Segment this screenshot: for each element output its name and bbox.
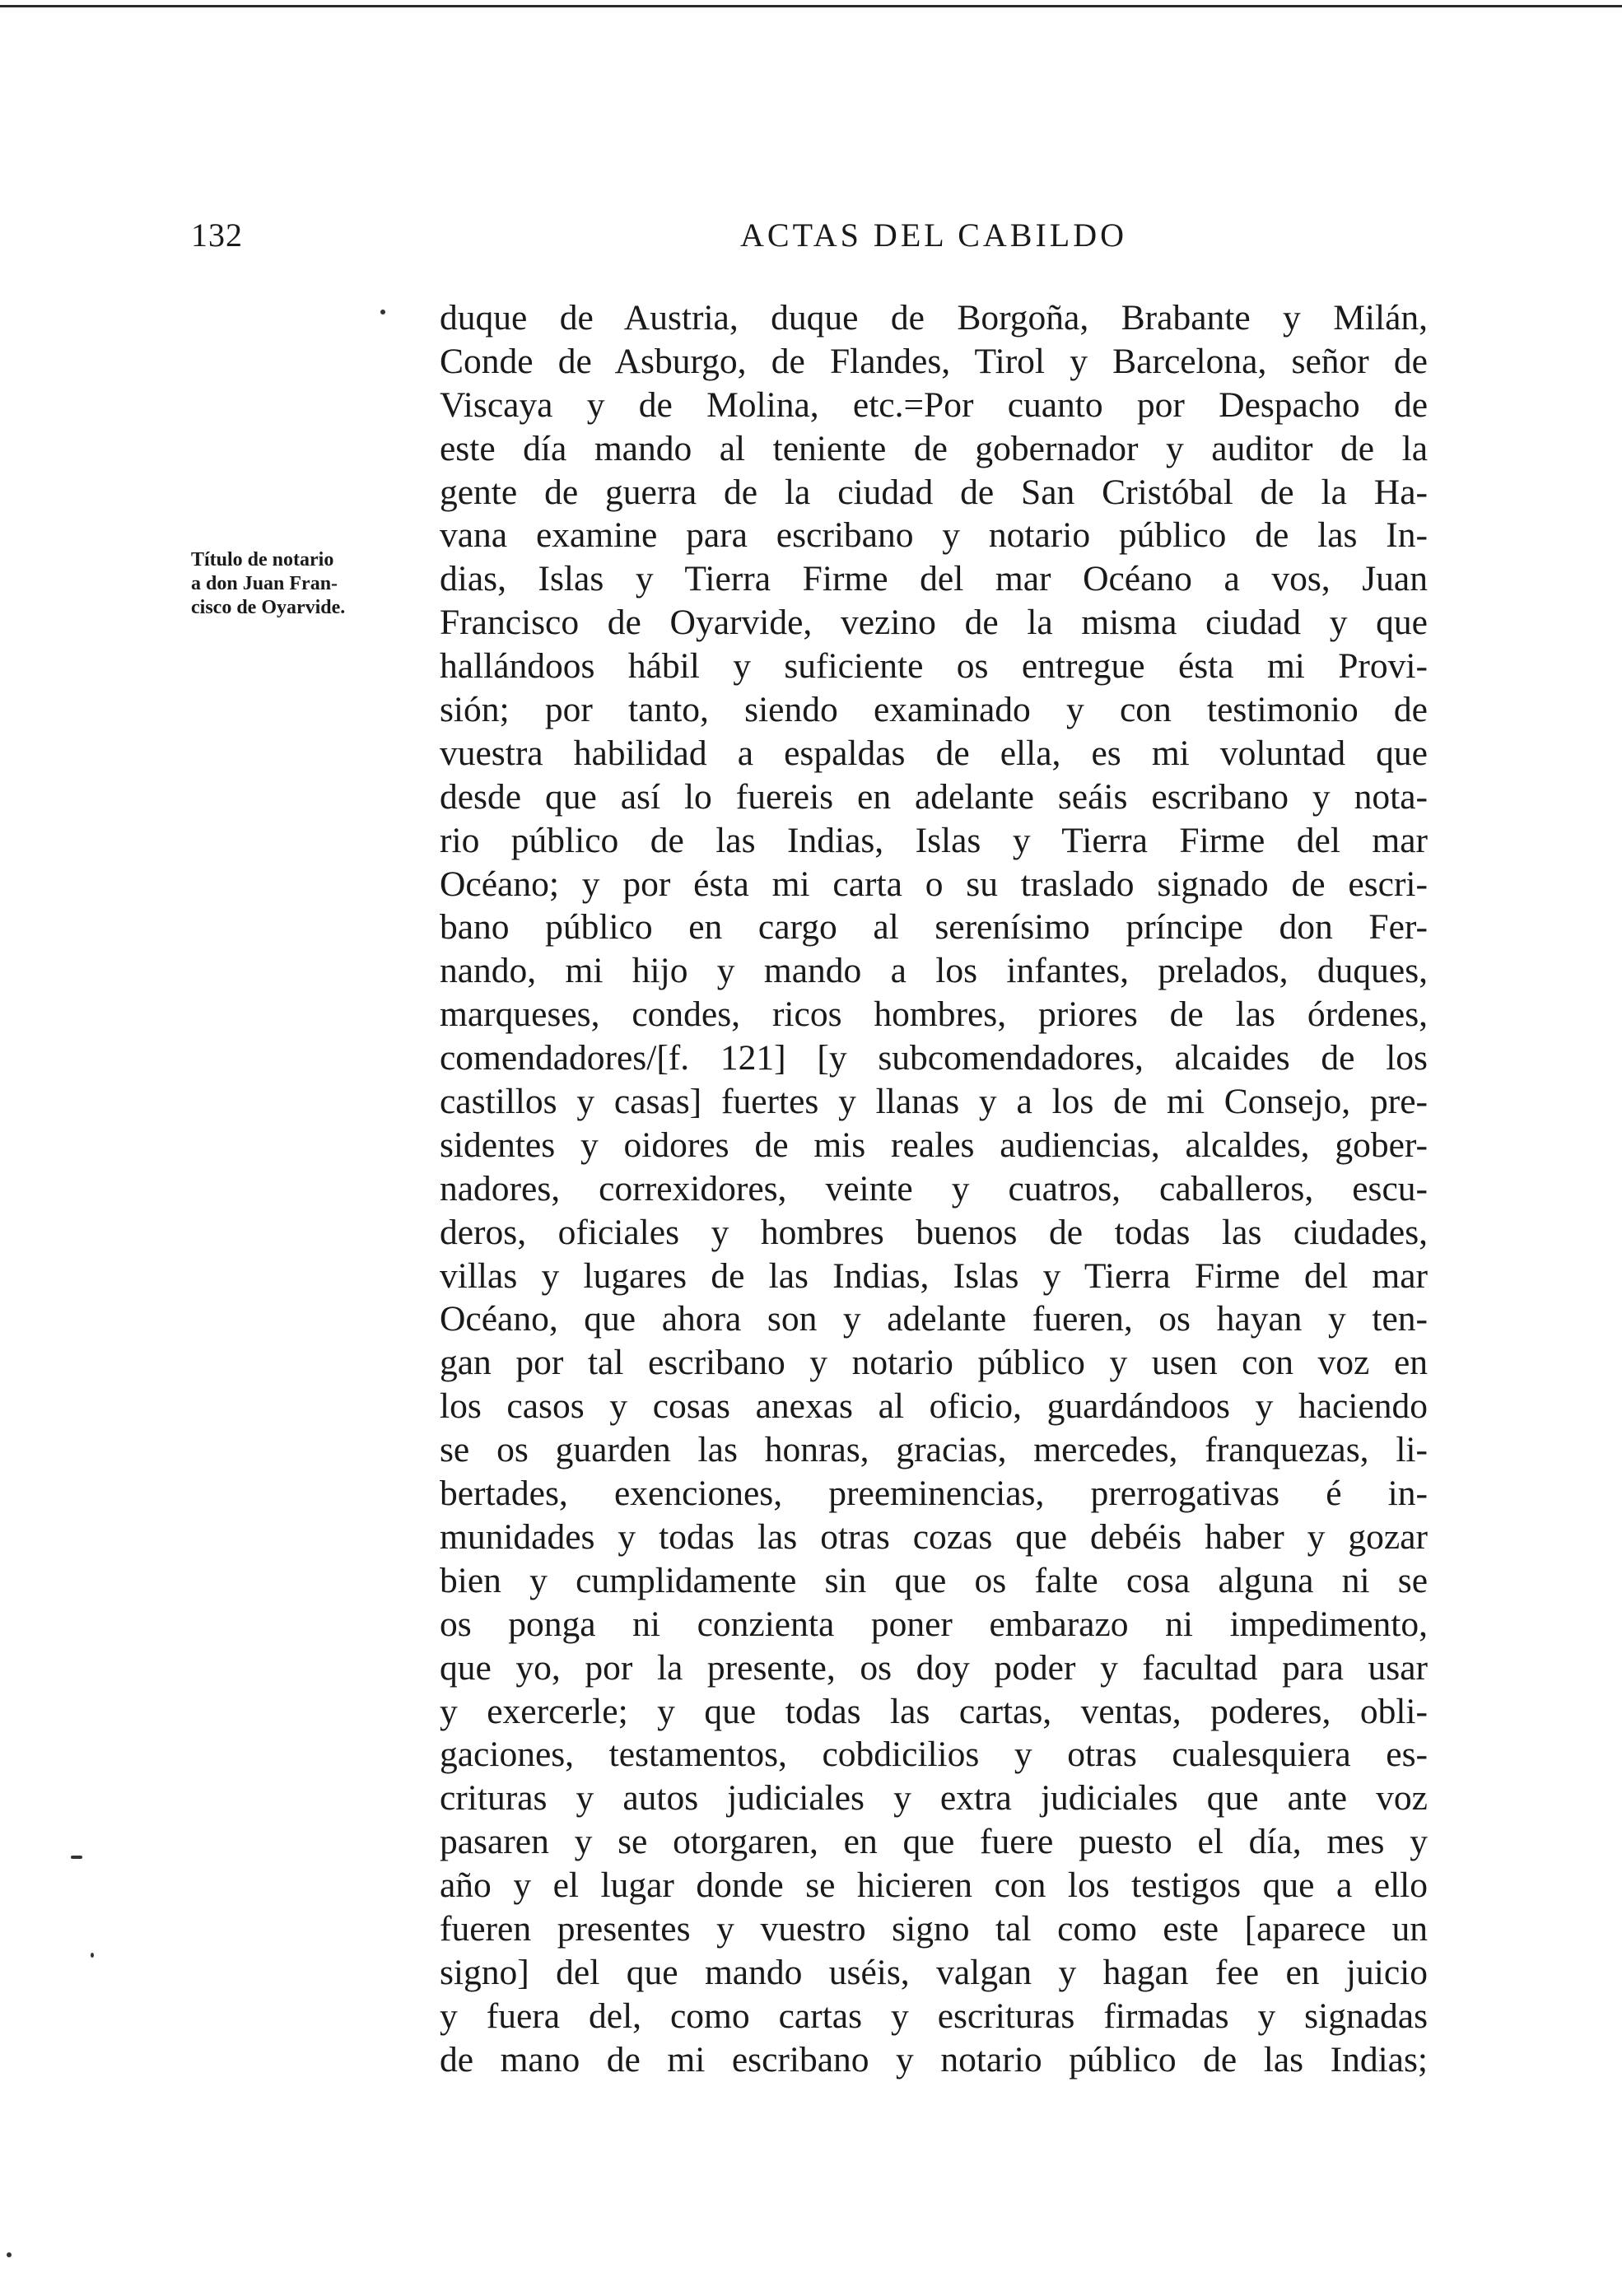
body-line: Viscaya y de Molina, etc.=Por cuanto por Despacho de	[440, 384, 1428, 425]
body-line: pasaren y se otorgaren, en que fuere puesto el día, mes y	[440, 1822, 1428, 1862]
body-line: desde que así lo fuereis en adelante seáis escribano y nota-	[440, 776, 1428, 817]
body-line: que yo, por la presente, os doy poder y facultad para usar	[440, 1647, 1428, 1688]
body-line: dias, Islas y Tierra Firme del mar Océano a vos, Juan	[440, 559, 1428, 599]
body-line: Francisco de Oyarvide, vezino de la misma ciudad y que	[440, 603, 1428, 643]
running-title: ACTAS DEL CABILDO	[740, 217, 1127, 254]
margin-note	[191, 548, 413, 620]
page-number: 132	[191, 217, 243, 254]
body-line: bano público en cargo al serenísimo príncipe don Fer-	[440, 907, 1428, 948]
margin-note-line: cisco de Oyarvide.	[191, 597, 346, 618]
body-line: rio público de las Indias, Islas y Tierra Firme del mar	[440, 820, 1428, 860]
scan-speck	[91, 1953, 94, 1958]
body-line: año y el lugar donde se hicieren con los testigos que a ello	[440, 1865, 1428, 1906]
body-line: sión; por tanto, siendo examinado y con testimonio de	[440, 690, 1428, 730]
margin-note-line: Título de notario	[191, 549, 334, 571]
body-line: nadores, correxidores, veinte y cuatros, caballeros, escu-	[440, 1168, 1428, 1209]
body-text	[440, 296, 1428, 2082]
body-line: Océano; y por ésta mi carta o su traslado signado de escri-	[440, 864, 1428, 904]
body-line: los casos y cosas anexas al oficio, guardándoos y haciendo	[440, 1386, 1428, 1427]
body-line: bien y cumplidamente sin que os falte cosa alguna ni se	[440, 1560, 1428, 1600]
margin-note-line: a don Juan Fran-	[191, 573, 338, 594]
body-line: nando, mi hijo y mando a los infantes, prelados, duques,	[440, 951, 1428, 991]
top-border-rule	[0, 5, 1622, 7]
body-line: munidades y todas las otras cozas que debéis haber y gozar	[440, 1516, 1428, 1557]
body-line: bertades, exenciones, preeminencias, prerrogativas é in-	[440, 1474, 1428, 1514]
body-line: vuestra habilidad a espaldas de ella, es mi voluntad que	[440, 733, 1428, 773]
body-line: de mano de mi escribano y notario público de las Indias;	[440, 2039, 1428, 2079]
body-line: signo] del que mando uséis, valgan y hagan fee en juicio	[440, 1952, 1428, 1992]
body-line: vana examine para escribano y notario público de las In-	[440, 515, 1428, 556]
scan-speck	[7, 2252, 12, 2257]
body-line: y exercerle; y que todas las cartas, ventas, poderes, obli-	[440, 1691, 1428, 1731]
body-line: castillos y casas] fuertes y llanas y a los de mi Consejo, pre-	[440, 1082, 1428, 1122]
body-line: hallándoos hábil y suficiente os entregue ésta mi Provi-	[440, 646, 1428, 687]
body-line: sidentes y oidores de mis reales audiencias, alcaldes, gober-	[440, 1125, 1428, 1165]
body-line: crituras y autos judiciales y extra judiciales que ante voz	[440, 1778, 1428, 1819]
body-line: Océano, que ahora son y adelante fueren, os hayan y ten-	[440, 1299, 1428, 1339]
body-line: comendadores/[f. 121] [y subcomendadores, alcaides de los	[440, 1038, 1428, 1078]
body-line: fueren presentes y vuestro signo tal como este [aparece un	[440, 1908, 1428, 1949]
body-line: marqueses, condes, ricos hombres, priores de las órdenes,	[440, 994, 1428, 1035]
scan-speck	[380, 310, 385, 314]
scan-speck	[71, 1856, 82, 1859]
body-line: este día mando al teniente de gobernador y auditor de la	[440, 428, 1428, 468]
body-line: Conde de Asburgo, de Flandes, Tirol y Barcelona, señor de	[440, 341, 1428, 381]
body-line: villas y lugares de las Indias, Islas y Tierra Firme del mar	[440, 1255, 1428, 1296]
body-line: deros, oficiales y hombres buenos de todas las ciudades,	[440, 1212, 1428, 1252]
body-line: y fuera del, como cartas y escrituras firmadas y signadas	[440, 1996, 1428, 2036]
body-line: gan por tal escribano y notario público y usen con voz en	[440, 1343, 1428, 1383]
body-line: os ponga ni conzienta poner embarazo ni impedimento,	[440, 1604, 1428, 1644]
body-line: gente de guerra de la ciudad de San Cristóbal de la Ha-	[440, 472, 1428, 512]
body-line: duque de Austria, duque de Borgoña, Brabante y Milán,	[440, 298, 1428, 338]
body-line: gaciones, testamentos, cobdicilios y otras cualesquiera es-	[440, 1735, 1428, 1775]
body-line: se os guarden las honras, gracias, mercedes, franquezas, li-	[440, 1430, 1428, 1470]
